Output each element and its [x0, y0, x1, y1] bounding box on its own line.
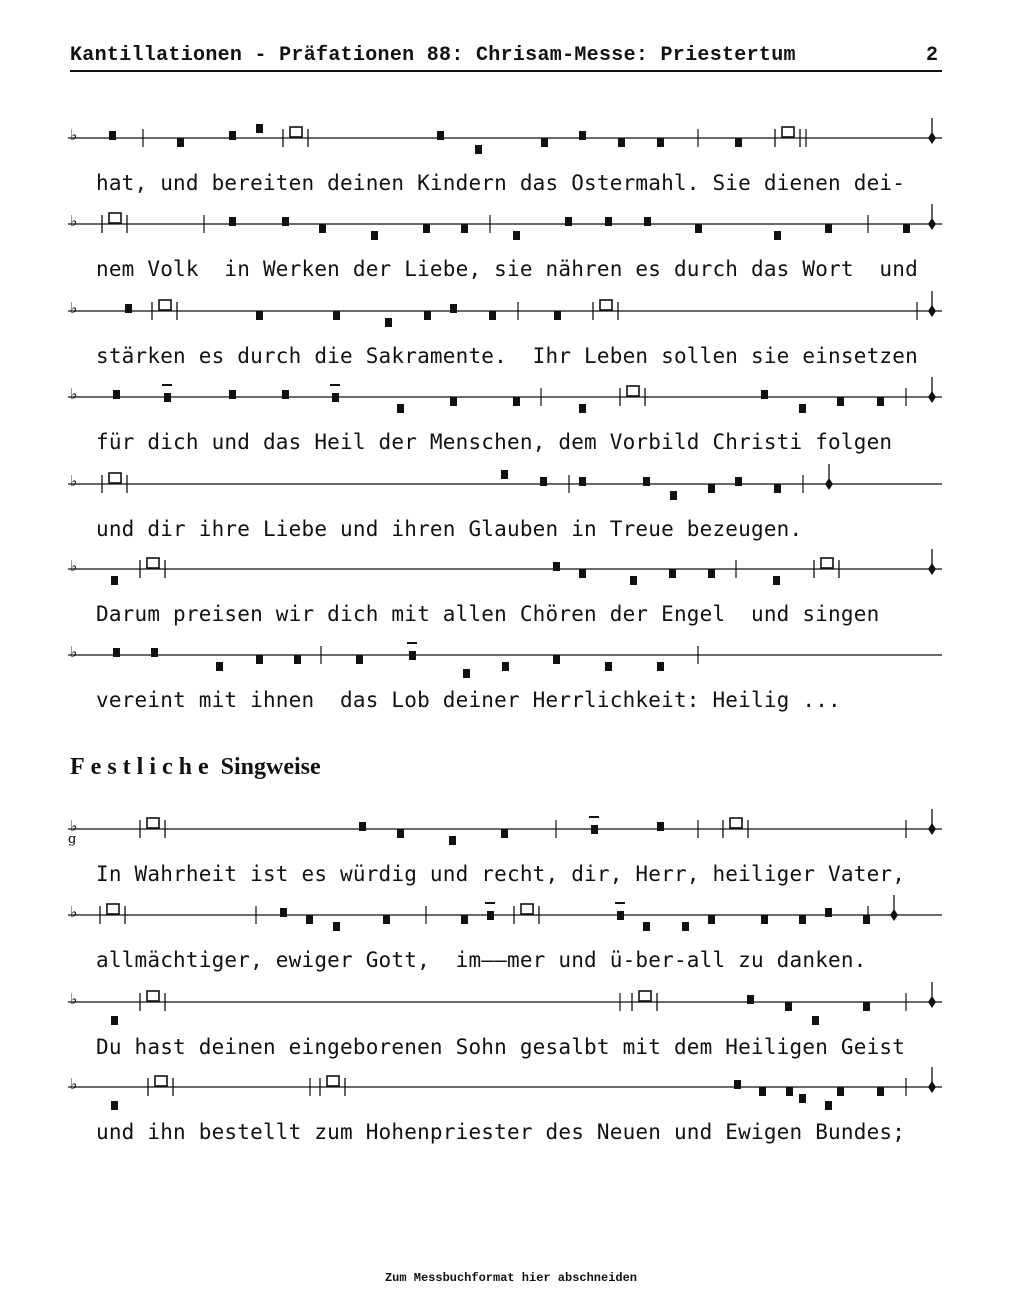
note-head: [111, 1016, 118, 1025]
recitation-note: [600, 300, 612, 310]
note-head: [306, 915, 313, 924]
lyric-line: Darum preisen wir dich mit allen Chören der Engel und singen: [96, 602, 880, 626]
note-head: [256, 655, 263, 664]
note-head: [553, 655, 560, 664]
final-note: [928, 132, 936, 144]
note-head: [643, 477, 650, 486]
flat-sign: ♭: [70, 990, 78, 1008]
note-head: [657, 138, 664, 147]
note-head: [670, 491, 677, 500]
recitation-note: [155, 1076, 167, 1086]
recitation-note: [147, 558, 159, 568]
staff-svg: [68, 204, 942, 238]
note-head: [708, 569, 715, 578]
chant-staff: [68, 1067, 942, 1101]
note-head: [125, 304, 132, 313]
note-head: [903, 224, 910, 233]
note-head: [565, 217, 572, 226]
note-head: [540, 477, 547, 486]
lyric-line: allmächtiger, ewiger Gott, im——mer und ü-ber-all zu danken.: [96, 948, 867, 972]
final-note: [928, 996, 936, 1008]
lyric-line: vereint mit ihnen das Lob deiner Herrlichkeit: Heilig ...: [96, 688, 841, 712]
staff-svg: [68, 464, 942, 498]
flat-sign: ♭: [70, 557, 78, 575]
lyric-line: stärken es durch die Sakramente. Ihr Leben sollen sie einsetzen: [96, 344, 918, 368]
note-head: [799, 915, 806, 924]
note-head: [513, 231, 520, 240]
note-head: [708, 484, 715, 493]
note-head: [774, 484, 781, 493]
recitation-note: [627, 386, 639, 396]
flat-sign: ♭: [70, 817, 78, 835]
flat-sign: ♭: [70, 472, 78, 490]
note-head: [333, 922, 340, 931]
note-head: [229, 390, 236, 399]
note-head: [863, 915, 870, 924]
recitation-note: [821, 558, 833, 568]
section-heading-spaced: Festliche: [70, 754, 215, 780]
final-note: [928, 563, 936, 575]
note-head: [682, 922, 689, 931]
note-head: [356, 655, 363, 664]
final-note: [928, 305, 936, 317]
lyric-line: hat, und bereiten deinen Kindern das Ostermahl. Sie dienen dei-: [96, 171, 906, 195]
flat-sign: ♭: [70, 643, 78, 661]
chant-staff: [68, 377, 942, 411]
final-note: [928, 391, 936, 403]
recitation-note: [107, 904, 119, 914]
note-head: [837, 1087, 844, 1096]
final-note: [928, 218, 936, 230]
note-head: [280, 908, 287, 917]
note-head: [385, 318, 392, 327]
lyric-line: nem Volk in Werken der Liebe, sie nähren es durch das Wort und: [96, 257, 918, 281]
note-head: [761, 390, 768, 399]
recitation-note: [782, 127, 794, 137]
note-head: [785, 1002, 792, 1011]
chant-staff: [68, 291, 942, 325]
final-note: [890, 909, 898, 921]
recitation-note: [159, 300, 171, 310]
note-head: [113, 390, 120, 399]
recitation-note: [109, 213, 121, 223]
note-head: [450, 304, 457, 313]
section-heading-rest: Singweise: [220, 754, 321, 780]
lyric-line: Du hast deinen eingeborenen Sohn gesalbt mit dem Heiligen Geist: [96, 1035, 906, 1059]
note-head: [332, 393, 339, 402]
note-head: [294, 655, 301, 664]
flat-sign: ♭: [70, 126, 78, 144]
recitation-note: [639, 991, 651, 1001]
note-head: [450, 397, 457, 406]
note-head: [877, 397, 884, 406]
note-head: [513, 397, 520, 406]
recitation-note: [147, 818, 159, 828]
chant-staff: [68, 464, 942, 498]
page-number: 2: [925, 44, 938, 67]
note-head: [735, 138, 742, 147]
clef-mark: g: [68, 832, 77, 847]
staff-svg: [68, 895, 942, 929]
final-note: [825, 478, 833, 490]
note-head: [759, 1087, 766, 1096]
cut-note: Zum Messbuchformat hier abschneiden: [384, 1271, 638, 1285]
note-head: [397, 404, 404, 413]
note-head: [774, 231, 781, 240]
note-head: [424, 311, 431, 320]
note-head: [256, 124, 263, 133]
note-head: [229, 131, 236, 140]
note-head: [644, 217, 651, 226]
note-head: [799, 1094, 806, 1103]
flat-sign: ♭: [70, 385, 78, 403]
note-head: [256, 311, 263, 320]
note-head: [319, 224, 326, 233]
note-head: [825, 224, 832, 233]
note-head: [825, 908, 832, 917]
note-head: [579, 404, 586, 413]
note-head: [591, 825, 598, 834]
note-head: [825, 1101, 832, 1110]
note-head: [475, 145, 482, 154]
note-head: [812, 1016, 819, 1025]
note-head: [216, 662, 223, 671]
note-head: [747, 995, 754, 1004]
recitation-note: [109, 473, 121, 483]
final-note: [928, 823, 936, 835]
chant-staff: [68, 635, 942, 669]
note-head: [461, 915, 468, 924]
page-title: Kantillationen - Präfationen 88: Chrisam-Messe: Priestertum: [70, 44, 796, 67]
note-head: [541, 138, 548, 147]
flat-sign: ♭: [70, 903, 78, 921]
lyric-line: und dir ihre Liebe und ihren Glauben in Treue bezeugen.: [96, 517, 803, 541]
note-head: [735, 477, 742, 486]
flat-sign: ♭: [70, 299, 78, 317]
note-head: [489, 311, 496, 320]
recitation-note: [521, 904, 533, 914]
recitation-note: [730, 818, 742, 828]
recitation-note: [327, 1076, 339, 1086]
note-head: [359, 822, 366, 831]
final-note: [928, 1081, 936, 1093]
staff-svg: [68, 291, 942, 325]
staff-svg: [68, 809, 942, 847]
note-head: [761, 915, 768, 924]
note-head: [618, 138, 625, 147]
note-head: [164, 393, 171, 402]
note-head: [617, 911, 624, 920]
chant-staff: [68, 204, 942, 238]
note-head: [333, 311, 340, 320]
note-head: [657, 822, 664, 831]
note-head: [487, 911, 494, 920]
note-head: [177, 138, 184, 147]
chant-staff: [68, 895, 942, 929]
recitation-note: [147, 991, 159, 1001]
note-head: [111, 576, 118, 585]
note-head: [799, 404, 806, 413]
note-head: [383, 915, 390, 924]
staff-svg: [68, 118, 942, 152]
note-head: [502, 662, 509, 671]
note-head: [734, 1080, 741, 1089]
note-head: [501, 470, 508, 479]
note-head: [630, 576, 637, 585]
lyric-line: und ihn bestellt zum Hohenpriester des Neuen und Ewigen Bundes;: [96, 1120, 906, 1144]
note-head: [449, 836, 456, 845]
note-head: [708, 915, 715, 924]
note-head: [553, 562, 560, 571]
flat-sign: ♭: [70, 1075, 78, 1093]
note-head: [579, 131, 586, 140]
note-head: [605, 217, 612, 226]
note-head: [423, 224, 430, 233]
note-head: [463, 669, 470, 678]
note-head: [605, 662, 612, 671]
page-header: [70, 44, 942, 72]
staff-svg: [68, 549, 942, 583]
staff-svg: [68, 1067, 942, 1101]
lyric-line: für dich und das Heil der Menschen, dem Vorbild Christi folgen: [96, 430, 893, 454]
note-head: [773, 576, 780, 585]
chant-staff: [68, 809, 942, 847]
note-head: [695, 224, 702, 233]
note-head: [877, 1087, 884, 1096]
note-head: [501, 829, 508, 838]
note-head: [554, 311, 561, 320]
note-head: [409, 651, 416, 660]
staff-svg: [68, 377, 942, 411]
staff-svg: [68, 982, 942, 1016]
flat-sign: ♭: [70, 212, 78, 230]
note-head: [579, 477, 586, 486]
note-head: [643, 922, 650, 931]
note-head: [579, 569, 586, 578]
note-head: [151, 648, 158, 657]
chant-staff: [68, 982, 942, 1016]
staff-svg: [68, 635, 942, 669]
section-heading: [70, 754, 321, 781]
recitation-note: [290, 127, 302, 137]
note-head: [461, 224, 468, 233]
note-head: [786, 1087, 793, 1096]
note-head: [863, 1002, 870, 1011]
chant-staff: [68, 118, 942, 152]
note-head: [437, 131, 444, 140]
note-head: [371, 231, 378, 240]
note-head: [669, 569, 676, 578]
note-head: [113, 648, 120, 657]
note-head: [397, 829, 404, 838]
lyric-line: In Wahrheit ist es würdig und recht, dir, Herr, heiliger Vater,: [96, 862, 906, 886]
note-head: [229, 217, 236, 226]
note-head: [657, 662, 664, 671]
note-head: [837, 397, 844, 406]
note-head: [282, 390, 289, 399]
note-head: [109, 131, 116, 140]
note-head: [111, 1101, 118, 1110]
note-head: [282, 217, 289, 226]
chant-staff: [68, 549, 942, 583]
